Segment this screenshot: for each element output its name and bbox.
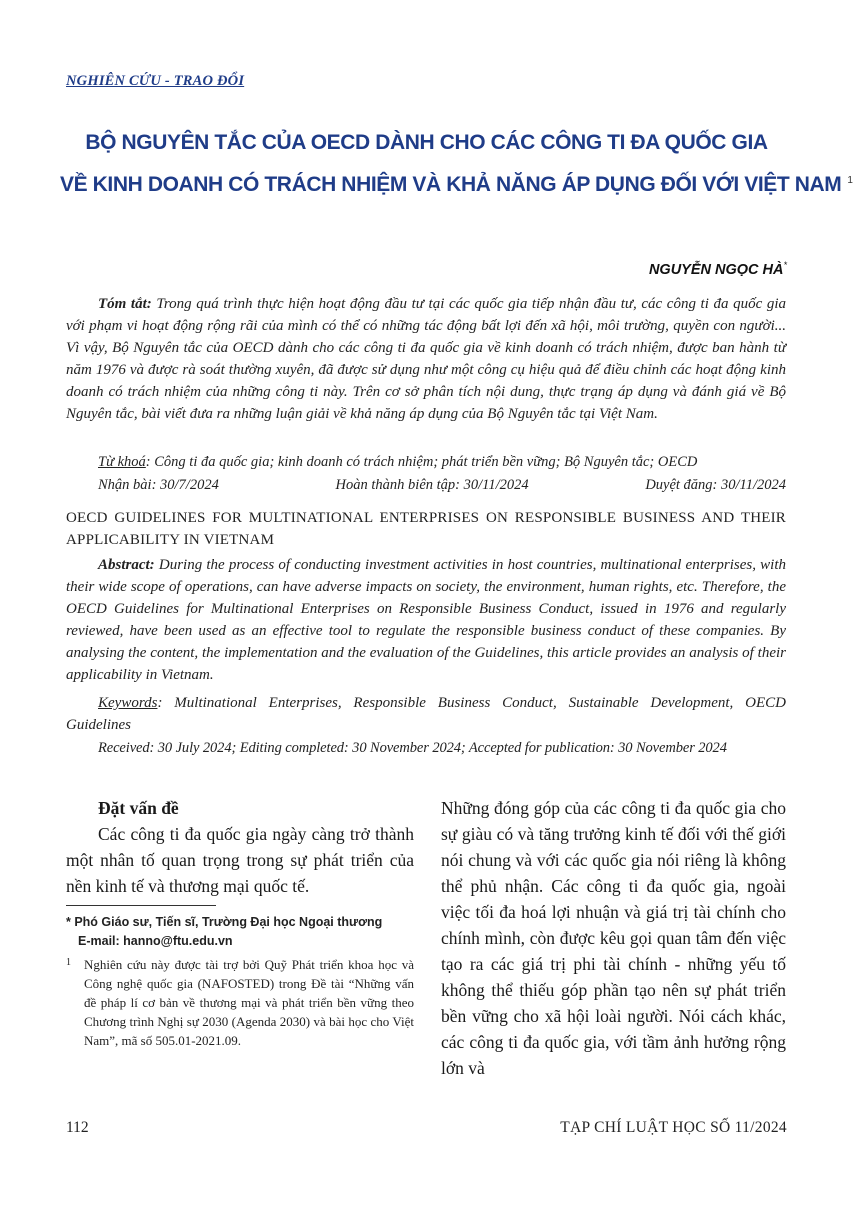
abstract-english (66, 554, 786, 686)
abstract-vn-text: Trong quá trình thực hiện hoạt động đầu tư tại các quốc gia tiếp nhận đầu tư, các công ti đa quốc gia với phạm vi hoạt động rộng rãi của mình có thể có những tác động bất lợi đến xã hội, môi trường, quyền con người... Vì vậy, Bộ Nguyên tắc của OECD dành cho các công ti đa quốc gia về kinh doanh có trách nhiệm, được ban hành từ năm 1976 và được rà soát thường xuyên, đã được sử dụng như một công cụ hiệu quả để điều chỉnh các hoạt động kinh doanh có trách nhiệm của những công ti này. Trên cơ sở phân tích nội dung, thực trạng áp dụng và đánh giá về Bộ Nguyên tắc, bài viết đưa ra những luận giải về khả năng áp dụng của Bộ Nguyên tắc tại Việt Nam. (66, 296, 787, 422)
footnote-author (66, 913, 414, 951)
keywords-vn-text: : Công ti đa quốc gia; kinh doanh có trách nhiệm; phát triển bền vững; Bộ Nguyên tắc; OECD (145, 454, 698, 470)
body-paragraph-left: Các công ti đa quốc gia ngày càng trở thành một nhân tố quan trọng trong sự phát triển của nền kinh tế và thương mại quốc tế. (66, 824, 414, 896)
body-column-left (66, 795, 414, 899)
keywords-en-label: Keywords (98, 695, 158, 711)
abstract-en-label: Abstract: (98, 557, 155, 573)
journal-name: TẠP CHÍ LUẬT HỌC SỐ 11/2024 (560, 1119, 787, 1136)
page-number: 112 (66, 1119, 89, 1136)
keywords-english (66, 692, 786, 736)
date-received-vn: Nhận bài: 30/7/2024 (98, 477, 219, 493)
dates-english: Received: 30 July 2024; Editing completed: 30 November 2024; Accepted for publication: 30 November 2024 (98, 740, 727, 756)
article-title-line-2 (60, 173, 853, 197)
article-title-line-2-text: VỀ KINH DOANH CÓ TRÁCH NHIỆM VÀ KHẢ NĂNG ÁP DỤNG ĐỐI VỚI VIỆT NAM (60, 173, 842, 196)
keywords-vietnamese (98, 451, 788, 473)
author-name-text: NGUYỄN NGỌC HÀ (648, 261, 784, 278)
abstract-vietnamese (66, 293, 786, 425)
author-footnote-mark: * (783, 260, 787, 270)
abstract-vn-label: Tóm tắt: (98, 296, 152, 312)
body-paragraph-right: Những đóng góp của các công ti đa quốc gia cho sự giàu có và tăng trưởng kinh tế đối với thế giới nói chung và với các quốc gia nói riêng là không thể phủ nhận. Các công ti đa quốc gia, ngoài việc tối đa hoá lợi nhuận và giá trị tài chính cho chính mình, còn được kêu gọi quan tâm đến việc tạo ra các giá trị phi tài chính - những yếu tố không thể thiếu góp phần tạo nên sự phát triển bền vững cho xã hội loài người. Nói cách khác, các công ti đa quốc gia, với tầm ảnh hưởng rộng lớn và (441, 798, 786, 1078)
footnote-1-mark: 1 (66, 957, 71, 968)
abstract-en-text: During the process of conducting investment activities in host countries, multinational enterprises, with their wide scope of operations, can have adverse impacts on society, the environment, human rights, etc. Therefore, the OECD Guidelines for Multinational Enterprises on Responsible Business Conduct, issued in 1976 and regularly reviewed, have been used as an effective tool to regulate the responsible business conduct of these companies. By analysing the content, the implementation and the evaluation of the Guidelines, this article provides an analysis of their applicability in Vietnam. (66, 557, 786, 683)
section-label: NGHIÊN CỨU - TRAO ĐỔI (66, 73, 245, 89)
english-title: OECD GUIDELINES FOR MULTINATIONAL ENTERPRISES ON RESPONSIBLE BUSINESS AND THEIR APPLICABILITY IN VIETNAM (66, 510, 786, 548)
keywords-en-text: : Multinational Enterprises, Responsible Business Conduct, Sustainable Development, OECD Guidelines (66, 695, 786, 733)
article-title-line-1: BỘ NGUYÊN TẮC CỦA OECD DÀNH CHO CÁC CÔNG TI ĐA QUỐC GIA (85, 131, 768, 154)
date-edited-vn: Hoàn thành biên tập: 30/11/2024 (335, 477, 529, 493)
footnote-1 (66, 955, 414, 1050)
date-accepted-vn: Duyệt đăng: 30/11/2024 (645, 477, 786, 493)
footnote-author-email: E-mail: hanno@ftu.edu.vn (78, 934, 233, 948)
author-name (649, 260, 787, 278)
dates-vietnamese (98, 477, 786, 494)
footnote-divider (66, 905, 216, 906)
intro-heading: Đặt vấn đề (98, 798, 179, 818)
title-footnote-mark: 1 (847, 175, 853, 186)
footnote-1-text: Nghiên cứu này được tài trợ bởi Quỹ Phát triển khoa học và Công nghệ quốc gia (NAFOSTED) trong Đề tài “Những vấn đề pháp lí cơ bản về thương mại và phát triển bền vững theo Chương trình Nghị sự 2030 (Agenda 2030) và bài học cho Việt Nam”, mã số 505.01-2021.09. (84, 957, 414, 1048)
footnote-author-affiliation: * Phó Giáo sư, Tiến sĩ, Trường Đại học Ngoại thương (66, 915, 383, 929)
keywords-vn-label: Từ khoá (98, 454, 146, 470)
body-column-right (441, 795, 786, 1081)
